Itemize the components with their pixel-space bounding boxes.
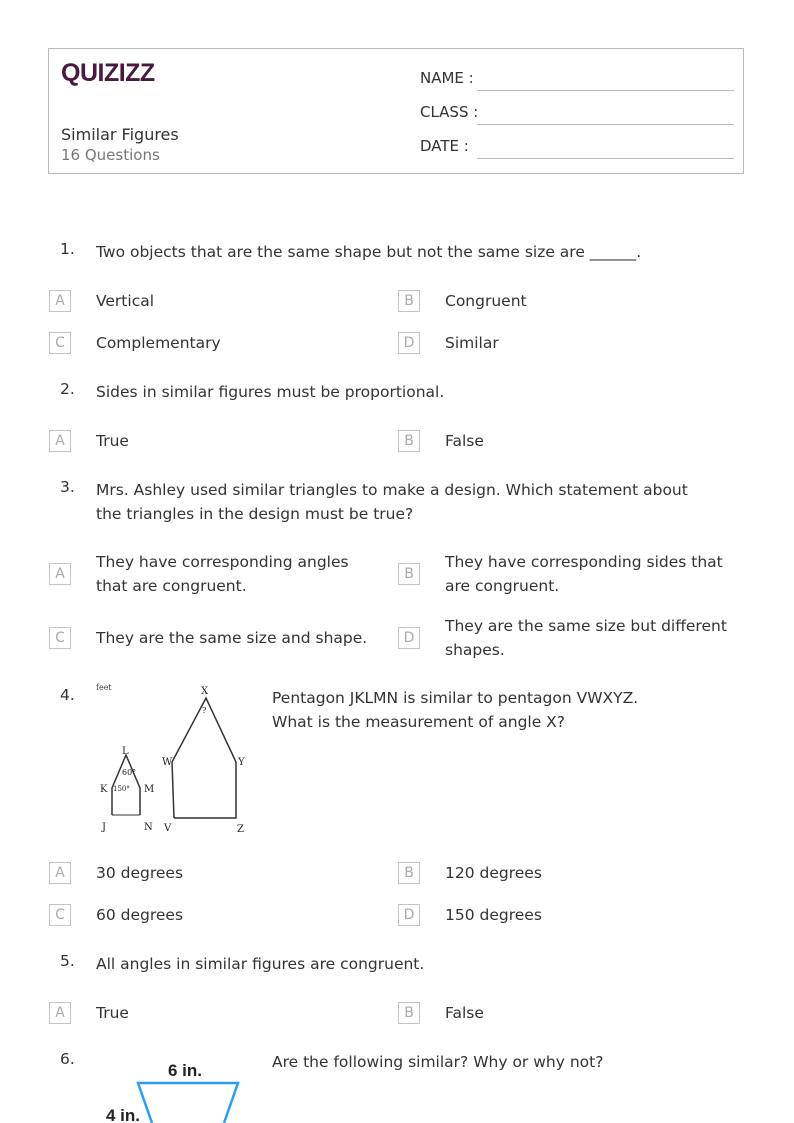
question-text: All angles in similar figures are congruent. bbox=[96, 955, 425, 973]
name-field[interactable] bbox=[420, 67, 734, 91]
angle-L-label: 60° bbox=[122, 768, 137, 777]
option-d-text: They are the same size but different shapes. bbox=[445, 617, 727, 659]
name-line[interactable] bbox=[477, 90, 734, 91]
worksheet-title: Similar Figures bbox=[61, 125, 179, 144]
question-number: 4. bbox=[60, 686, 75, 704]
label-J: J bbox=[102, 822, 107, 833]
label-W: W bbox=[162, 757, 173, 768]
label-N: N bbox=[144, 822, 153, 833]
option-d-box[interactable]: D bbox=[398, 627, 420, 649]
label-K: K bbox=[100, 784, 108, 795]
option-a-text: True bbox=[96, 1004, 129, 1022]
class-field[interactable] bbox=[420, 101, 734, 125]
worksheet-header bbox=[48, 48, 744, 174]
option-c-box[interactable]: C bbox=[49, 627, 71, 649]
question-text: Mrs. Ashley used similar triangles to make a design. Which statement about the triangles in the design must be true? bbox=[96, 481, 688, 523]
question-number: 2. bbox=[60, 380, 75, 398]
angle-K-label: 150° bbox=[113, 785, 130, 793]
option-c-box[interactable]: C bbox=[49, 332, 71, 354]
date-line[interactable] bbox=[477, 158, 734, 159]
option-c-text: 60 degrees bbox=[96, 906, 184, 924]
question-number: 1. bbox=[60, 240, 75, 258]
option-b-text: They have corresponding sides that are congruent. bbox=[445, 553, 723, 595]
label-M: M bbox=[144, 784, 155, 795]
question-number: 6. bbox=[60, 1050, 75, 1068]
option-d-box[interactable]: D bbox=[398, 904, 420, 926]
option-d-text: Similar bbox=[445, 334, 499, 352]
class-line[interactable] bbox=[477, 124, 734, 125]
question-text: Two objects that are the same shape but not the same size are ______. bbox=[96, 243, 642, 261]
option-b-box[interactable]: B bbox=[398, 563, 420, 585]
question-number: 3. bbox=[60, 478, 75, 496]
class-label: CLASS : bbox=[420, 103, 479, 121]
label-L: L bbox=[122, 746, 129, 757]
trapezoid-figure bbox=[100, 1054, 260, 1123]
option-b-text: False bbox=[445, 432, 484, 450]
top-length-label: 6 in. bbox=[168, 1061, 203, 1080]
option-b-text: False bbox=[445, 1004, 484, 1022]
question-text: Pentagon JKLMN is similar to pentagon VWXYZ. bbox=[272, 689, 639, 707]
question-number: 5. bbox=[60, 952, 75, 970]
trapezoid-shape bbox=[138, 1083, 238, 1123]
option-b-box[interactable]: B bbox=[398, 862, 420, 884]
label-Z: Z bbox=[237, 824, 244, 835]
option-a-box[interactable]: A bbox=[49, 1002, 71, 1024]
option-d-box[interactable]: D bbox=[398, 332, 420, 354]
label-V: V bbox=[164, 823, 172, 834]
question-text-line2: What is the measurement of angle X? bbox=[272, 713, 566, 731]
date-label: DATE : bbox=[420, 137, 469, 155]
option-b-box[interactable]: B bbox=[398, 430, 420, 452]
label-Y: Y bbox=[238, 757, 245, 768]
option-b-box[interactable]: B bbox=[398, 1002, 420, 1024]
option-a-text: They have corresponding angles that are congruent. bbox=[96, 553, 349, 595]
option-a-text: Vertical bbox=[96, 292, 155, 310]
option-a-text: True bbox=[96, 432, 129, 450]
label-X: X bbox=[201, 686, 209, 697]
large-pentagon-shape bbox=[172, 698, 236, 818]
name-label: NAME : bbox=[420, 69, 474, 87]
date-field[interactable] bbox=[420, 135, 734, 159]
side-length-label: 4 in. bbox=[106, 1106, 141, 1123]
option-b-text: 120 degrees bbox=[445, 864, 542, 882]
option-c-text: Complementary bbox=[96, 334, 221, 352]
question-text: Are the following similar? Why or why not? bbox=[272, 1053, 604, 1071]
angle-X-label: ? bbox=[202, 706, 207, 715]
option-c-box[interactable]: C bbox=[49, 904, 71, 926]
figure-label-feet: feet bbox=[96, 683, 112, 692]
option-b-box[interactable]: B bbox=[398, 290, 420, 312]
option-c-text: They are the same size and shape. bbox=[96, 629, 368, 647]
option-d-text: 150 degrees bbox=[445, 906, 542, 924]
question-count: 16 Questions bbox=[61, 146, 160, 164]
option-b-text: Congruent bbox=[445, 292, 527, 310]
quizizz-logo: QUIZIZZ bbox=[61, 59, 155, 87]
option-a-box[interactable]: A bbox=[49, 563, 71, 585]
option-a-box[interactable]: A bbox=[49, 430, 71, 452]
pentagon-figure bbox=[94, 680, 254, 840]
option-a-box[interactable]: A bbox=[49, 862, 71, 884]
option-a-box[interactable]: A bbox=[49, 290, 71, 312]
question-text: Sides in similar figures must be proportional. bbox=[96, 383, 445, 401]
option-a-text: 30 degrees bbox=[96, 864, 184, 882]
